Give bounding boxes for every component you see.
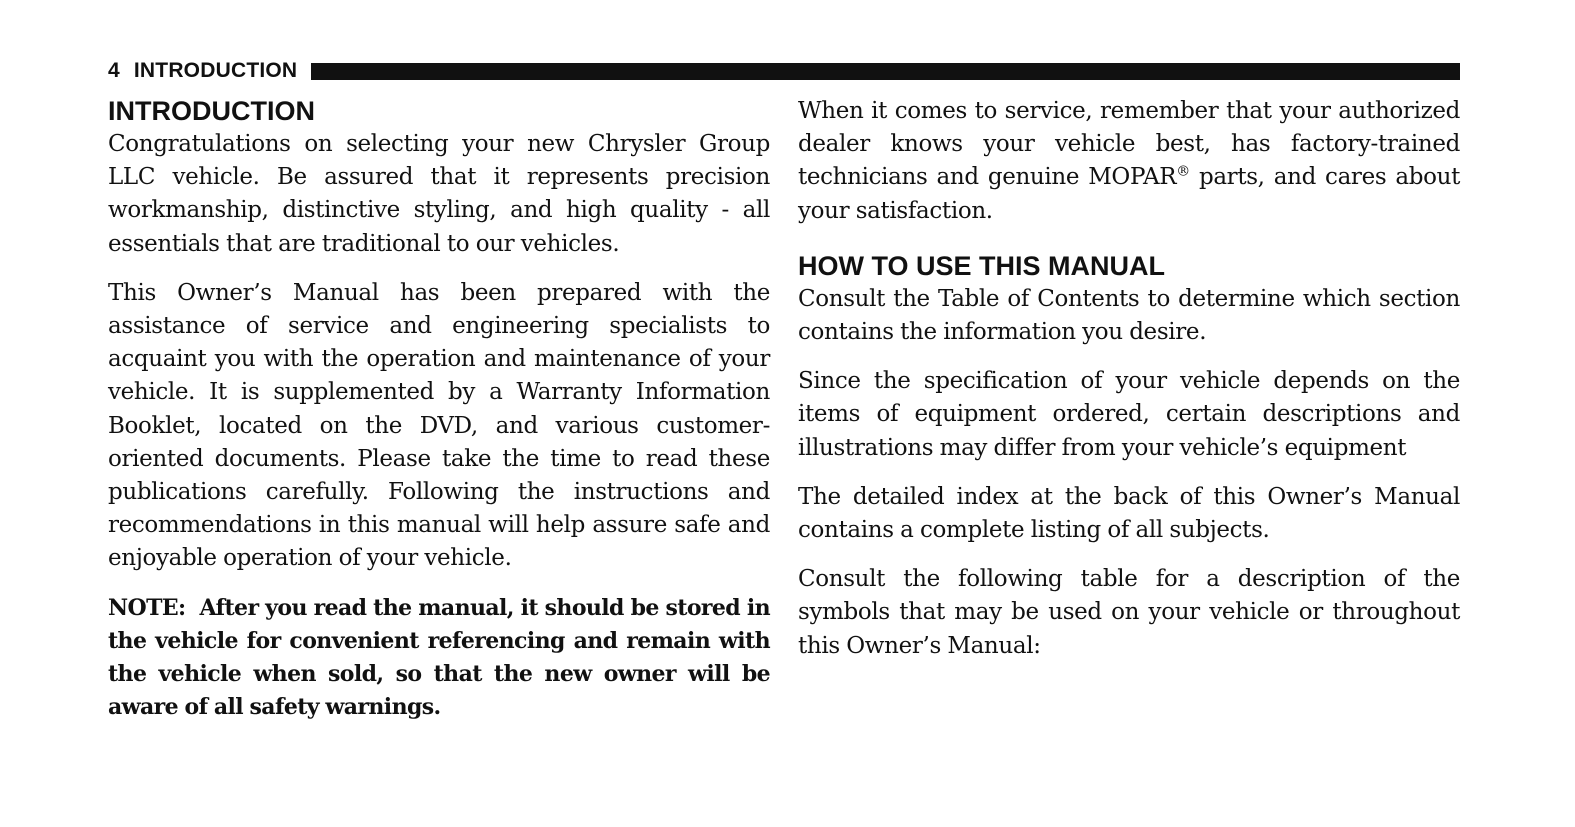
how-to-use-heading: HOW TO USE THIS MANUAL	[798, 250, 1165, 281]
service-text-end: parts, and cares about your satisfaction.	[798, 164, 1460, 224]
symbols-paragraph: Consult the following table for a description of the symbols that may be used on your vehicle or throughout this Owner’s Manual:	[798, 566, 1460, 659]
manual-preparation-paragraph: This Owner’s Manual has been prepared with the assistance of service and engineering specialists to acquaint you with the operation and maintenance of your vehicle. It is supplemented by a Warranty Information Booklet, located on the DVD, and various customer-oriented documents. Please take the time to read these publications carefully. Following the instructions and recommendations in this manual will help assure safe and enjoyable operation of your vehicle.	[108, 279, 770, 572]
right-column	[798, 95, 1460, 679]
running-title: INTRODUCTION	[133, 59, 298, 82]
introduction-heading: INTRODUCTION	[108, 96, 315, 126]
registered-mark: ®	[1176, 163, 1190, 180]
service-paragraph	[798, 95, 1460, 228]
header-rule	[311, 63, 1460, 80]
specification-paragraph: Since the specification of your vehicle depends on the items of equipment ordered, certain descriptions and illustrations may differ from your vehicle’s equipment	[798, 368, 1460, 461]
congratulations-paragraph: Congratulations on selecting your new Chrysler Group LLC vehicle. Be assured that it represents precision workmanship, distinctive styling, and high quality - all essentials that are traditional to our vehicles.	[108, 131, 770, 257]
index-paragraph: The detailed index at the back of this Owner’s Manual contains a complete listing of all subjects.	[798, 483, 1460, 544]
service-text-start: When it comes to service, remember that your authorized dealer knows your vehicle best, has factory-trained technicians and genuine MOPAR	[798, 98, 1460, 191]
table-of-contents-paragraph: Consult the Table of Contents to determine which section contains the information you desire.	[798, 285, 1460, 346]
running-header	[108, 58, 1460, 84]
note-paragraph	[108, 592, 770, 725]
note-label: NOTE:	[108, 594, 186, 621]
note-text: After you read the manual, it should be stored in the vehicle for convenient referencing and remain with the vehicle when sold, so that the new owner will be aware of all safety warnings.	[108, 594, 770, 721]
left-column	[108, 95, 770, 724]
page-number: 4	[108, 59, 120, 82]
